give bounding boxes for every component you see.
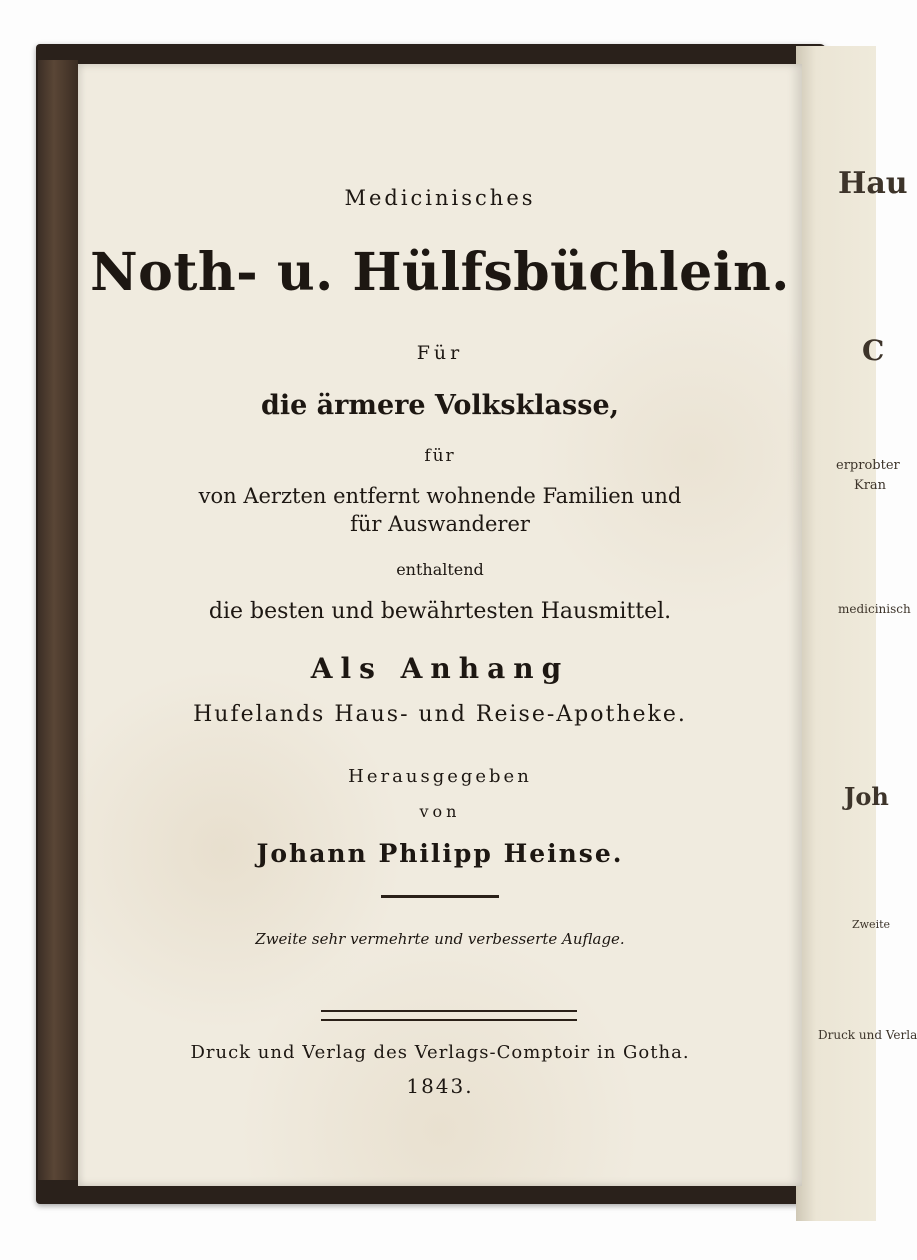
opposite-fragment: Druck und Verla bbox=[818, 1028, 917, 1042]
title-page bbox=[78, 64, 802, 1186]
remedies-line: die besten und bewährtesten Hausmittel. bbox=[208, 599, 672, 624]
opposite-fragment: Zweite bbox=[852, 918, 891, 931]
edition-line: Zweite sehr vermehrte und verbesserte Auflage. bbox=[255, 930, 625, 948]
pre-title: Medicinisches bbox=[344, 186, 536, 210]
opposite-fragment: Joh bbox=[844, 782, 889, 811]
by-line: von bbox=[419, 802, 461, 821]
containing-line: enthaltend bbox=[396, 560, 484, 579]
appendix-heading: Als Anhang bbox=[310, 652, 570, 685]
opposite-fragment: C bbox=[862, 334, 885, 367]
opposite-fragment: medicinisch bbox=[838, 602, 911, 616]
families-line-1: von Aerzten entfernt wohnende Familien und bbox=[198, 484, 682, 508]
audience-line: die ärmere Volksklasse, bbox=[260, 390, 620, 421]
families-line-2: für Auswanderer bbox=[350, 512, 530, 536]
edited-line: Herausgegeben bbox=[348, 766, 532, 787]
author-name: Johann Philipp Heinse. bbox=[256, 839, 624, 868]
double-divider-rule bbox=[321, 1010, 577, 1021]
publisher-line: Druck und Verlag des Verlags-Comptoir in Gotha. bbox=[190, 1042, 690, 1063]
book-spine-edge bbox=[38, 60, 78, 1180]
divider-rule bbox=[381, 895, 499, 898]
apotheke-line: Hufelands Haus- und Reise-Apotheke. bbox=[193, 702, 687, 727]
opposite-fragment: erprobter bbox=[836, 458, 900, 473]
opposite-page bbox=[796, 46, 917, 1221]
for-line-2: für bbox=[424, 446, 456, 466]
for-line: Für bbox=[416, 342, 464, 364]
year: 1843. bbox=[406, 1074, 474, 1098]
opposite-fragment: Hau bbox=[838, 166, 908, 201]
main-title: Noth- u. Hülfsbüchlein. bbox=[90, 242, 790, 303]
opposite-fragment: Kran bbox=[854, 478, 887, 493]
